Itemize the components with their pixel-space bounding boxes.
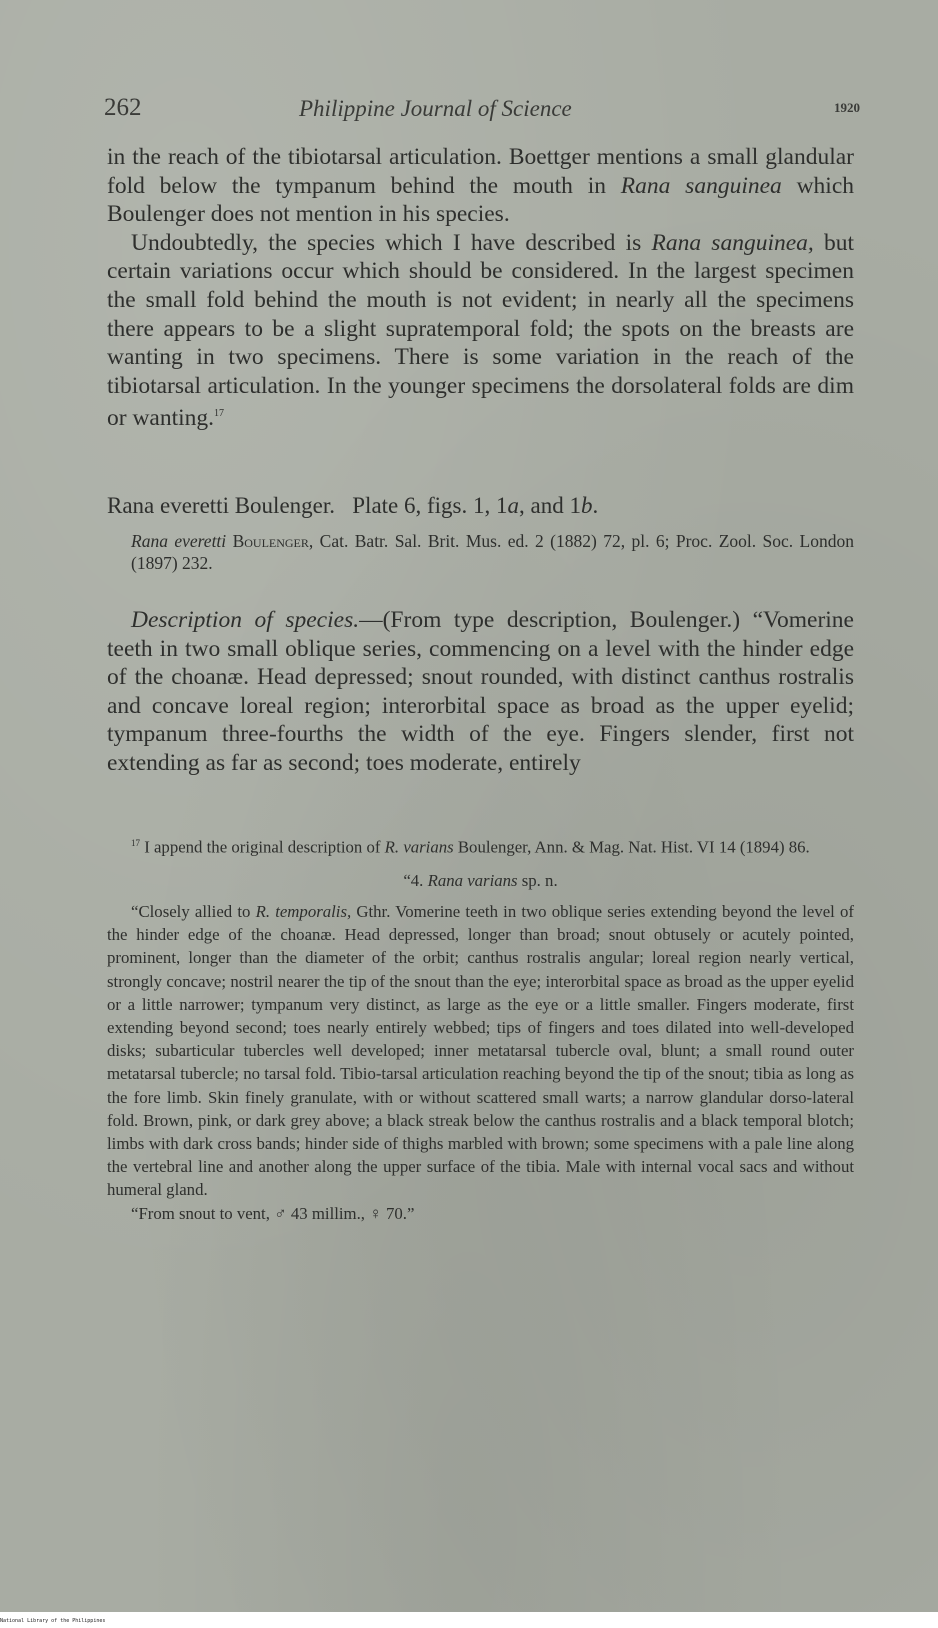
species-section <box>107 492 854 574</box>
footnote-ref: 17 <box>214 408 225 420</box>
footnote-body <box>107 900 854 1202</box>
paragraph-1 <box>107 143 854 229</box>
footnote-subhead-species: Rana varians <box>427 870 518 890</box>
footnote-subhead <box>107 869 854 892</box>
citation-text: , Cat. Batr. Sal. Brit. Mus. ed. 2 (1882) 72, pl. 6; Proc. Zool. Soc. London (1897) 232. <box>131 531 855 573</box>
footnote-intro-a: I append the original description of <box>144 837 385 857</box>
footnote-subhead-num: “4. <box>403 870 428 890</box>
citation-name: Rana everetti <box>131 531 227 551</box>
paragraph-2-start: Undoubtedly, the species which I have described is <box>131 229 652 256</box>
plate-ref-end: . <box>592 493 599 518</box>
fig-b: b <box>580 493 593 518</box>
description-text: —(From type description, Boulenger.) “Vomerine teeth in two small oblique series, commencing on a level with the hinder edge of the choanæ. Head depressed; snout rounded, with distinct canthus rostralis and concave loreal region; interorbital space as broad as the upper eyelid; tympanum three-fourths the width of the eye. Fingers slender, first not extending as far as second; toes moderate, entirely <box>107 607 854 776</box>
plate-ref: Plate 6, figs. 1, 1 <box>352 493 508 518</box>
journal-title: Philippine Journal of Science <box>299 96 572 121</box>
footnote-body-a: “Closely allied to <box>131 902 256 921</box>
description-paragraph <box>107 606 854 778</box>
paragraph-2-end: but certain variations occur which should be considered. In the largest specimen the small fold behind the mouth is not evident; in nearly all the specimens there appears to be a slight supratemporal fold; the spots on the breasts are wanting in two specimens. There is some variation in the reach of the tibiotarsal articulation. In the younger specimens the dorsolateral folds are dim or wanting. <box>107 229 855 432</box>
footnote-body-species: R. temporalis, <box>255 902 352 921</box>
footnote-body-b: Gthr. Vomerine teeth in two oblique series extending beyond the level of the hinder edge of the choanæ. Head depressed, longer than broad; snout obtusely or acutely pointed, prominent, longer than the diameter of the orbit; canthus rostralis angular; loreal region nearly vertical, strongly concave; nostril nearer the tip of the snout than the eye; interorbital space as broad as the upper eyelid or a little narrower; tympanum very distinct, as large as the eye or a little smaller. Fingers moderate, first extending beyond second; toes nearly entirely webbed; tips of fingers and toes dilated into well-developed disks; subarticular tubercles well developed; inner metatarsal tubercle oval, blunt; a small round outer metatarsal tubercle; no tarsal fold. Tibio-tarsal articulation reaching beyond the tip of the snout; tibia as long as the fore limb. Skin finely granulate, with or without scattered small warts; a narrow glandular dorso-lateral fold. Brown, pink, or dark grey above; a black streak below the canthus rostralis and a black temporal blotch; limbs with dark cross bands; hinder side of thighs marbled with brown; some specimens with a pale line along the vertebral line and another along the upper surface of the tibia. Male with internal vocal sacs and without humeral gland. <box>107 902 854 1200</box>
footnote-intro <box>107 832 854 859</box>
footnote-measure: “From snout to vent, ♂ 43 millim., ♀ 70.” <box>131 1203 415 1223</box>
plate-ref-b: , and 1 <box>519 493 581 518</box>
main-text <box>107 143 854 433</box>
footnote <box>107 832 854 1225</box>
paragraph-1-text: in the reach of the tibiotarsal articulation. Boettger mentions a small glandular fold below the tympanum behind the mouth in <box>107 144 854 199</box>
running-head <box>104 94 860 128</box>
library-credit: National Library of the Philippines <box>0 1618 106 1624</box>
paragraph-1-end: which Boulenger does not mention in his species. <box>107 172 854 228</box>
footnote-marker: 17 <box>131 838 140 848</box>
description <box>107 606 854 778</box>
footnote-subhead-end: sp. n. <box>517 870 558 890</box>
page-number: 262 <box>104 94 142 121</box>
species-heading <box>107 492 854 520</box>
paragraph-2-species: Rana sanguinea, <box>651 229 814 256</box>
fig-a: a <box>507 493 520 518</box>
species-citation <box>107 530 854 574</box>
journal-year: 1920 <box>834 100 860 115</box>
paragraph-2 <box>107 229 854 433</box>
paragraph-1-species: Rana sanguinea <box>620 172 782 199</box>
citation-author: Boulenger <box>232 531 309 551</box>
description-label: Description of species. <box>131 607 360 633</box>
footnote-intro-b: Boulenger, Ann. & Mag. Nat. Hist. VI 14 (1894) 86. <box>453 837 810 857</box>
species-name: Rana everetti Boulenger. <box>107 493 336 518</box>
footnote-intro-species: R. varians <box>384 837 454 857</box>
